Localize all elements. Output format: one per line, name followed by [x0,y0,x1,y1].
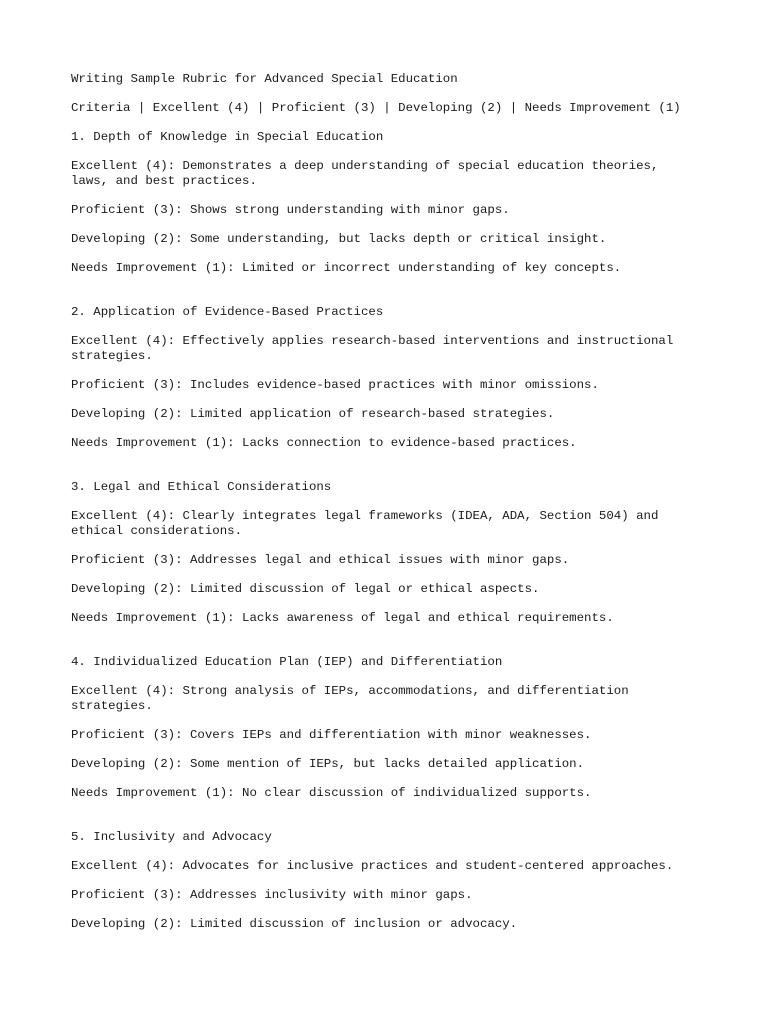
level-developing: Developing (2): Limited application of research-based strategies. [71,407,555,421]
level-needs-improvement: Needs Improvement (1): Limited or incorrect understanding of key concepts. [71,261,622,275]
level-needs-improvement: Needs Improvement (1): Lacks awareness of legal and ethical requirements. [71,611,614,625]
section-heading: 3. Legal and Ethical Considerations [71,480,332,494]
level-proficient: Proficient (3): Addresses inclusivity with minor gaps. [71,888,473,902]
level-proficient: Proficient (3): Includes evidence-based practices with minor omissions. [71,378,599,392]
document-title: Writing Sample Rubric for Advanced Special Education [71,72,458,86]
level-proficient: Proficient (3): Shows strong understanding with minor gaps. [71,203,510,217]
level-developing: Developing (2): Some understanding, but lacks depth or critical insight. [71,232,607,246]
level-excellent: Excellent (4): Strong analysis of IEPs, accommodations, and differentiation strategies. [71,684,629,713]
level-developing: Developing (2): Some mention of IEPs, but lacks detailed application. [71,757,585,771]
level-excellent: Excellent (4): Demonstrates a deep understanding of special education theories, laws, and best practices. [71,159,659,188]
section-heading: 2. Application of Evidence-Based Practices [71,305,384,319]
rubric-section-1 [71,130,711,276]
level-developing: Developing (2): Limited discussion of inclusion or advocacy. [71,917,518,931]
section-heading: 4. Individualized Education Plan (IEP) and Differentiation [71,655,503,669]
rubric-section-5 [71,830,711,932]
level-proficient: Proficient (3): Covers IEPs and differentiation with minor weaknesses. [71,728,592,742]
section-heading: 5. Inclusivity and Advocacy [71,830,272,844]
document-page [71,72,711,932]
rubric-section-3 [71,480,711,626]
rubric-header-row: Criteria | Excellent (4) | Proficient (3) | Developing (2) | Needs Improvement (1) [71,101,681,115]
level-excellent: Excellent (4): Clearly integrates legal frameworks (IDEA, ADA, Section 504) and ethical considerations. [71,509,659,538]
rubric-section-4 [71,655,711,801]
level-developing: Developing (2): Limited discussion of legal or ethical aspects. [71,582,540,596]
level-excellent: Excellent (4): Advocates for inclusive practices and student-centered approaches. [71,859,674,873]
level-needs-improvement: Needs Improvement (1): No clear discussion of individualized supports. [71,786,592,800]
level-needs-improvement: Needs Improvement (1): Lacks connection to evidence-based practices. [71,436,577,450]
level-excellent: Excellent (4): Effectively applies research-based interventions and instructional strategies. [71,334,674,363]
section-heading: 1. Depth of Knowledge in Special Education [71,130,384,144]
rubric-section-2 [71,305,711,451]
level-proficient: Proficient (3): Addresses legal and ethical issues with minor gaps. [71,553,570,567]
